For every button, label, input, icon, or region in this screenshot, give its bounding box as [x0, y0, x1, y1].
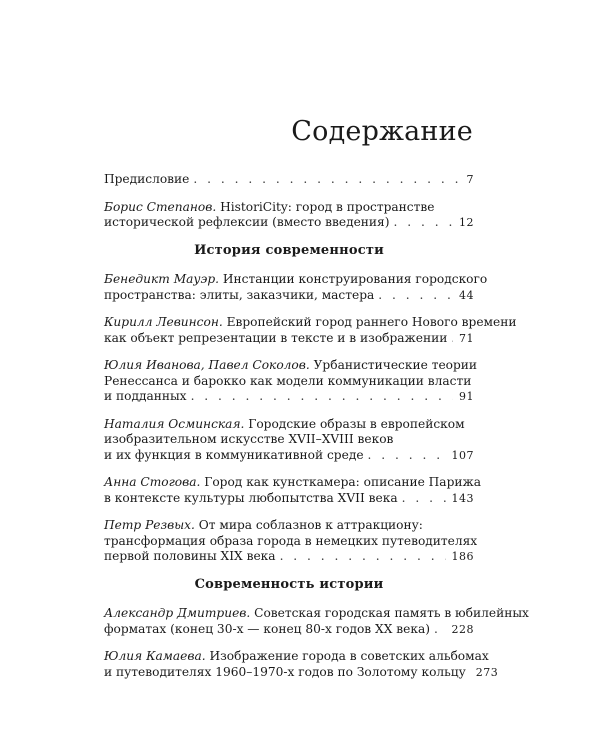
toc-entry-title: и подданных: [104, 389, 187, 403]
toc-entry-author: Юлия Камаева.: [104, 649, 206, 663]
section-heading: История современности: [194, 242, 384, 258]
toc-entry-page-number: 107: [451, 448, 474, 462]
toc-entry-page-number: 91: [459, 390, 474, 403]
toc-entry-author: Александр Дмитриев.: [104, 606, 251, 620]
toc-entry-last-line: [104, 491, 474, 507]
toc-entry-title: исторической рефлексии (вместо введения): [104, 215, 390, 229]
toc-entry-last-line: [104, 215, 474, 231]
toc-entry-last-line: [104, 622, 474, 638]
toc-entry[interactable]: [104, 272, 488, 303]
toc-entry-title: и их функция в коммуникативной среде: [104, 447, 364, 462]
toc-entry-title: Городские образы в европейском: [248, 416, 465, 431]
toc-entry-author: Кирилл Левинсон.: [104, 315, 223, 329]
toc-entry-title: форматах (конец 30-х — конец 80-х годов XX века): [104, 621, 430, 636]
toc-entry-page-number: 44: [459, 288, 474, 302]
toc-entry-line: [104, 533, 478, 550]
toc-entry-text: [104, 491, 398, 507]
toc-entry-text: [104, 389, 187, 405]
toc-entry[interactable]: [104, 172, 474, 188]
toc-entry-author: Петр Резвых.: [104, 518, 195, 532]
toc-entry-line: [104, 374, 474, 390]
toc-entry-text: [104, 549, 276, 565]
page-title: Содержание: [291, 116, 473, 147]
toc-entry-author: Борис Степанов.: [104, 199, 217, 214]
toc-entry-title: и путеводителях 1960–1970-х годов по Золотому кольцу: [104, 664, 466, 679]
toc-entry-title: пространства: элиты, заказчики, мастера: [104, 287, 375, 302]
toc-entry[interactable]: [104, 606, 529, 637]
toc-entry-author: Бенедикт Мауэр.: [104, 272, 220, 286]
toc-entry-last-line: [104, 172, 474, 188]
dot-leader: [193, 172, 460, 188]
toc-entry[interactable]: [104, 358, 478, 405]
toc-entry-title: Европейский город раннего Нового времени: [226, 315, 517, 329]
toc-entry-title: Урбанистические теории: [313, 358, 478, 372]
toc-entry-text: [104, 172, 189, 188]
toc-entry-title: Предисловие: [104, 172, 190, 186]
toc-entry-author: Наталия Осминская.: [104, 416, 245, 431]
table-of-contents: [104, 172, 529, 692]
toc-entry-line: [104, 358, 478, 374]
toc-entry-title: Город как кунсткамера: описание Парижа: [204, 475, 481, 489]
toc-entry-page-number: 228: [451, 622, 474, 636]
toc-entry-title: Советская городская память в юбилейных: [254, 606, 529, 620]
toc-entry-line: [104, 606, 529, 622]
toc-entry-line: [104, 475, 481, 491]
toc-entry-line: [104, 518, 474, 534]
toc-entry-last-line: [104, 549, 474, 565]
toc-entry-title: Инстанции конструирования городского: [222, 272, 488, 286]
toc-entry[interactable]: [104, 475, 481, 506]
toc-entry-text: [104, 215, 390, 231]
toc-entry-title: Изображение города в советских альбомах: [209, 649, 489, 663]
toc-entry[interactable]: [104, 417, 474, 464]
dot-leader: [191, 389, 453, 405]
toc-entry-last-line: [104, 288, 474, 304]
dot-leader: [378, 288, 453, 304]
toc-entry[interactable]: [104, 315, 517, 346]
toc-entry-author: Анна Стогова.: [104, 475, 201, 489]
toc-entry-title: первой половины XIX века: [104, 549, 276, 563]
toc-entry-page-number: 7: [466, 173, 474, 186]
toc-entry-text: [104, 622, 430, 638]
dot-leader: [451, 331, 453, 347]
toc-entry-line: [104, 200, 474, 216]
toc-entry-title: HistoriCity: город в пространстве: [220, 199, 435, 214]
toc-entry[interactable]: [104, 518, 478, 565]
toc-entry-author: Юлия Иванова, Павел Соколов.: [104, 358, 310, 372]
toc-entry-line: [104, 315, 517, 331]
dot-leader: [402, 491, 446, 507]
toc-entry-last-line: [104, 389, 474, 405]
dot-leader: [434, 622, 446, 638]
toc-entry-text: [104, 448, 364, 464]
toc-entry-line: [104, 649, 489, 665]
toc-entry-last-line: [104, 664, 499, 681]
toc-entry-page-number: 12: [459, 216, 474, 229]
toc-entry-page-number: 186: [451, 550, 474, 563]
section-heading: Современность истории: [194, 576, 384, 592]
toc-entry-line: [104, 417, 474, 433]
toc-entry-line: [104, 272, 488, 288]
dot-leader: [394, 215, 453, 231]
toc-entry-page-number: 143: [451, 491, 474, 505]
toc-entry-last-line: [104, 448, 474, 464]
toc-entry-title: изобразительном искусстве XVII–XVIII веков: [104, 432, 394, 446]
dot-leader: [280, 549, 446, 565]
toc-entry-title: в контексте культуры любопытства XVII века: [104, 490, 398, 505]
toc-entry-title: От мира соблазнов к аттракциону:: [198, 518, 423, 532]
toc-entry-page-number: 71: [459, 331, 474, 345]
toc-entry-title: трансформация образа города в немецких путеводителях: [104, 533, 478, 548]
toc-entry-text: [104, 288, 374, 304]
toc-entry[interactable]: [104, 200, 474, 231]
toc-entry-last-line: [104, 331, 474, 347]
toc-entry-title: Ренессанса и барокко как модели коммуникации власти: [104, 373, 472, 388]
toc-entry-text: [104, 331, 447, 347]
toc-entry-line: [104, 432, 474, 448]
dot-leader: [368, 448, 446, 464]
toc-entry-text: [104, 665, 466, 681]
toc-entry-page-number: 273: [475, 665, 499, 679]
toc-entry-title: как объект репрезентации в тексте и в изображении: [104, 330, 448, 345]
toc-entry[interactable]: [104, 649, 499, 680]
